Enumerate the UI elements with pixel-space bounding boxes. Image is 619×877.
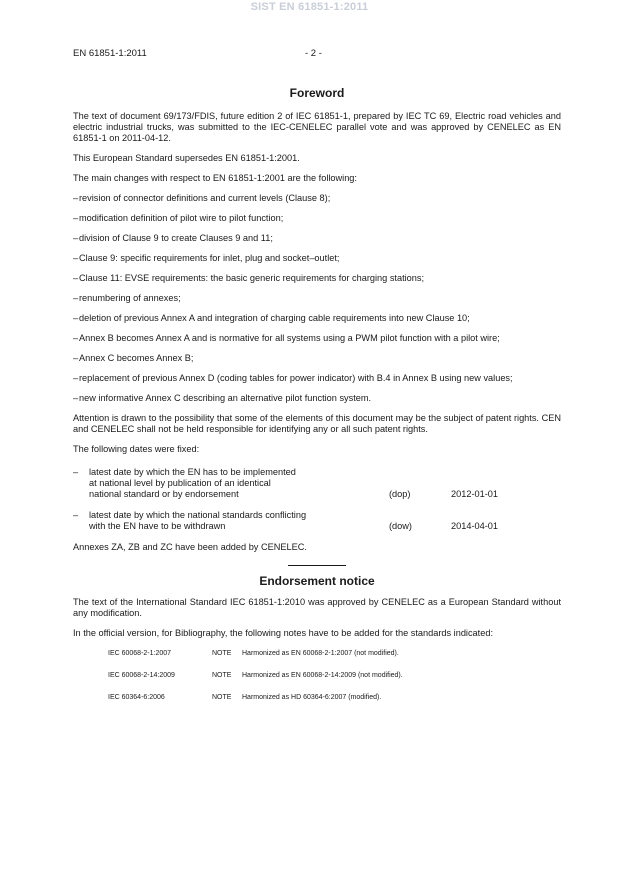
changes-list [73, 193, 561, 404]
change-text: deletion of previous Annex A and integration of charging cable requirements into new Clause 10; [79, 313, 470, 323]
date-value-text: 2014-04-01 [451, 521, 498, 531]
supersedes-text: This European Standard supersedes EN 61851-1:2001. [73, 153, 300, 163]
dash-marker: – [73, 293, 79, 303]
note-text: Harmonized as HD 60364-6:2007 (modified). [242, 694, 382, 701]
change-text: Clause 9: specific requirements for inlet, plug and socket–outlet; [79, 253, 340, 263]
dash-marker: – [73, 213, 79, 223]
endorsement-title: Endorsement notice [259, 574, 375, 588]
bibliography-note [73, 670, 561, 681]
change-text: Clause 11: EVSE requirements: the basic generic requirements for charging stations; [79, 273, 425, 283]
page-number: - 2 - [305, 48, 322, 59]
changes-intro: The main changes with respect to EN 61851-1:2001 are the following: [73, 173, 357, 183]
dash-marker: – [73, 393, 79, 403]
dates-table [73, 467, 561, 532]
bibliography-note [73, 648, 561, 659]
foreword-intro: The text of document 69/173/FDIS, future edition 2 of IEC 61851-1, prepared by IEC TC 69, Electric road vehicles and electric industrial trucks, was submitted to the IEC-CENELEC parallel vote and was approved by CENELEC as EN 61851-1 on 2011-04-12. [73, 111, 561, 143]
change-item [73, 253, 561, 264]
change-item [73, 353, 561, 364]
dash-marker: – [73, 233, 79, 243]
change-item [73, 193, 561, 204]
foreword-title: Foreword [289, 86, 345, 100]
change-text: Annex C becomes Annex B; [79, 353, 194, 363]
date-description-line: with the EN have to be withdrawn [89, 521, 226, 531]
change-item [73, 393, 561, 404]
standard-reference: IEC 60068-2-1:2007 [108, 650, 172, 657]
bibliography-notes [73, 648, 561, 703]
change-item [73, 293, 561, 304]
annexes-added: Annexes ZA, ZB and ZC have been added by CENELEC. [73, 542, 307, 552]
change-text: Annex B becomes Annex A and is normative for all systems using a PWM pilot function with a pilot wire; [79, 333, 500, 343]
date-row [73, 510, 561, 532]
date-description-line: at national level by publication of an identical [89, 478, 271, 488]
note-label: NOTE [212, 694, 232, 701]
change-item [73, 233, 561, 244]
date-abbreviation [389, 510, 451, 532]
change-item [73, 373, 561, 384]
dash-marker: – [73, 373, 79, 383]
dash-marker: – [73, 467, 79, 477]
dash-marker: – [73, 253, 79, 263]
change-text: renumbering of annexes; [79, 293, 181, 303]
date-value [451, 467, 561, 500]
date-description [89, 467, 389, 500]
standard-reference: IEC 60364-6:2006 [108, 694, 165, 701]
dash-marker: – [73, 353, 79, 363]
change-item [73, 213, 561, 224]
date-description-line: national standard or by endorsement [89, 489, 239, 499]
date-row [73, 467, 561, 500]
bibliography-intro: In the official version, for Bibliography, the following notes have to be added for the standards indicated: [73, 628, 493, 638]
section-divider [288, 565, 346, 566]
change-text: division of Clause 9 to create Clauses 9 and 11; [79, 233, 273, 243]
watermark: SIST EN 61851-1:2011 [250, 1, 369, 13]
change-text: new informative Annex C describing an alternative pilot function system. [79, 393, 372, 403]
change-item [73, 273, 561, 284]
note-label: NOTE [212, 672, 232, 679]
endorsement-text: The text of the International Standard IEC 61851-1:2010 was approved by CENELEC as a European Standard without any modification. [73, 597, 561, 618]
date-abbreviation [389, 467, 451, 500]
change-text: replacement of previous Annex D (coding tables for power indicator) with B.4 in Annex B using new values; [79, 373, 513, 383]
patent-notice: Attention is drawn to the possibility that some of the elements of this document may be the subject of patent rights. CEN and CENELEC shall not be held responsible for identifying any or all such patent rights. [73, 413, 561, 434]
document-id: EN 61851-1:2011 [73, 48, 147, 59]
dash-marker: – [73, 313, 79, 323]
dates-intro: The following dates were fixed: [73, 444, 200, 454]
dash-marker: – [73, 273, 79, 283]
date-value-text: 2012-01-01 [451, 489, 498, 499]
date-description [89, 510, 389, 532]
change-text: revision of connector definitions and current levels (Clause 8); [79, 193, 331, 203]
dash-marker: – [73, 333, 79, 343]
change-item [73, 333, 561, 344]
change-text: modification definition of pilot wire to pilot function; [79, 213, 284, 223]
note-label: NOTE [212, 650, 232, 657]
dash-marker: – [73, 193, 79, 203]
date-description-line: latest date by which the national standards conflicting [89, 510, 307, 520]
change-item [73, 313, 561, 324]
note-text: Harmonized as EN 60068-2-14:2009 (not modified). [242, 672, 403, 679]
dash-marker: – [73, 510, 79, 520]
date-abbreviation-text: (dow) [389, 521, 412, 531]
date-description-line: latest date by which the EN has to be implemented [89, 467, 296, 477]
bibliography-note [73, 692, 561, 703]
date-value [451, 510, 561, 532]
standard-reference: IEC 60068-2-14:2009 [108, 672, 175, 679]
date-abbreviation-text: (dop) [389, 489, 411, 499]
page-content [73, 88, 561, 714]
note-text: Harmonized as EN 60068-2-1:2007 (not modified). [242, 650, 399, 657]
